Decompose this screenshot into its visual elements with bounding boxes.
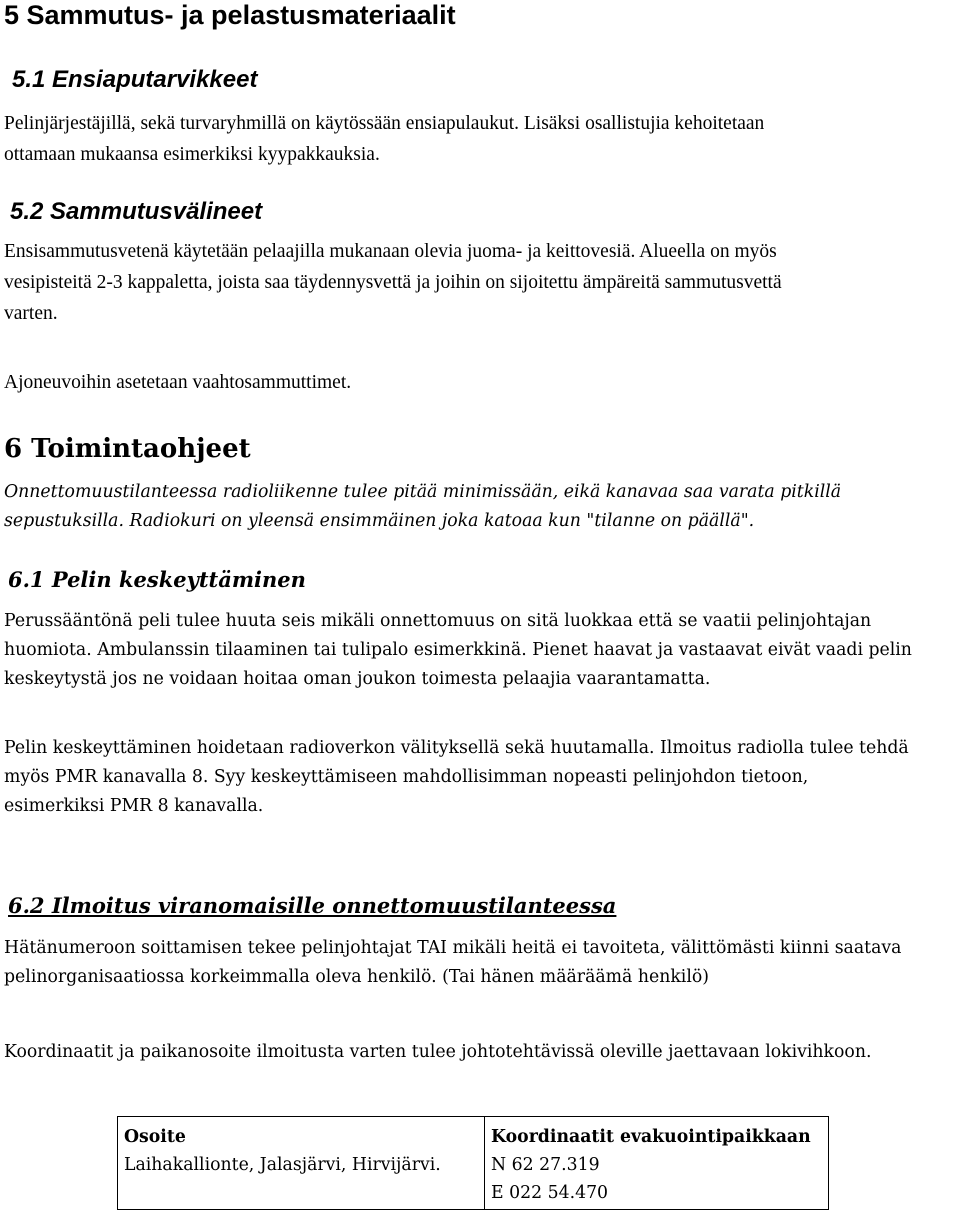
address-header: Osoite — [124, 1127, 186, 1147]
section-6-2-heading: 6.2 Ilmoitus viranomaisille onnettomuustilanteessa — [8, 893, 617, 918]
text-line: pelinorganisaatiossa korkeimmalla oleva henkilö. (Tai hänen määräämä henkilö) — [4, 967, 710, 987]
address-value: Laihakallionte, Jalasjärvi, Hirvijärvi. — [124, 1155, 441, 1175]
section-6-2-para2: Koordinaatit ja paikanosoite ilmoitusta varten tulee johtotehtävissä oleville jaettavaan lokivihkoon. — [4, 1042, 872, 1062]
section-6-heading: 6 Toimintaohjeet — [4, 434, 251, 464]
text-line: vesipisteitä 2-3 kappaletta, joista saa täydennysvettä ja joihin on sijoitettu ämpäreitä sammutusvettä — [4, 272, 782, 293]
text-line: ottamaan mukaansa esimerkiksi kyypakkauksia. — [4, 144, 380, 165]
text-line: Pelinjärjestäjillä, sekä turvaryhmillä on käytössään ensiapulaukut. Lisäksi osallistujia kehoitetaan — [4, 113, 765, 134]
text-line: varten. — [4, 303, 58, 324]
text-line: Pelin keskeyttäminen hoidetaan radioverkon välityksellä sekä huutamalla. Ilmoitus radiolla tulee tehdä — [4, 738, 909, 758]
coordinates-header: Koordinaatit evakuointipaikkaan — [491, 1127, 811, 1147]
section-6-intro — [4, 478, 841, 536]
section-5-1-heading: 5.1 Ensiaputarvikkeet — [12, 66, 258, 93]
text-line: Perussääntönä peli tulee huuta seis mikäli onnettomuus on sitä luokkaa että se vaatii pelinjohtajan — [4, 611, 872, 631]
text-line: Hätänumeroon soittamisen tekee pelinjohtajat TAI mikäli heitä ei tavoiteta, välittömästi kiinni saatava — [4, 938, 902, 958]
section-5-2-text — [4, 236, 782, 329]
section-6-1-para1 — [4, 607, 912, 694]
text-line: Onnettomuustilanteessa radioliikenne tulee pitää minimissään, eikä kanavaa saa varata pitkillä — [4, 482, 842, 502]
section-6-1-para2 — [4, 734, 909, 821]
section-5-1-text — [4, 108, 764, 170]
section-5-2-extra: Ajoneuvoihin asetetaan vaahtosammuttimet. — [4, 372, 352, 393]
text-line: Ensisammutusvetenä käytetään pelaajilla mukanaan olevia juoma- ja keittovesiä. Alueella on myös — [4, 241, 777, 262]
coordinates-cell — [485, 1117, 829, 1210]
coordinate-north: N 62 27.319 — [491, 1155, 600, 1175]
text-line: myös PMR kanavalla 8. Syy keskeyttämiseen mahdollisimman nopeasti pelinjohdon tietoon, — [4, 767, 809, 787]
text-line: keskeytystä jos ne voidaan hoitaa oman joukon toimesta pelaajia vaarantamatta. — [4, 669, 711, 689]
table-row — [118, 1117, 829, 1210]
text-line: sepustuksilla. Radiokuri on yleensä ensimmäinen joka katoaa kun "tilanne on päällä". — [4, 511, 755, 531]
coordinate-east: E 022 54.470 — [491, 1183, 609, 1203]
text-line: huomiota. Ambulanssin tilaaminen tai tulipalo esimerkkinä. Pienet haavat ja vastaavat eivät vaadi pelin — [4, 640, 912, 660]
section-5-2-heading: 5.2 Sammutusvälineet — [10, 198, 263, 225]
section-6-1-heading: 6.1 Pelin keskeyttäminen — [8, 567, 306, 592]
address-cell — [118, 1117, 485, 1210]
text-line: esimerkiksi PMR 8 kanavalla. — [4, 796, 264, 816]
section-6-2-para1 — [4, 934, 901, 992]
section-5-heading: 5 Sammutus- ja pelastusmateriaalit — [4, 0, 456, 30]
coordinates-table — [117, 1116, 829, 1210]
